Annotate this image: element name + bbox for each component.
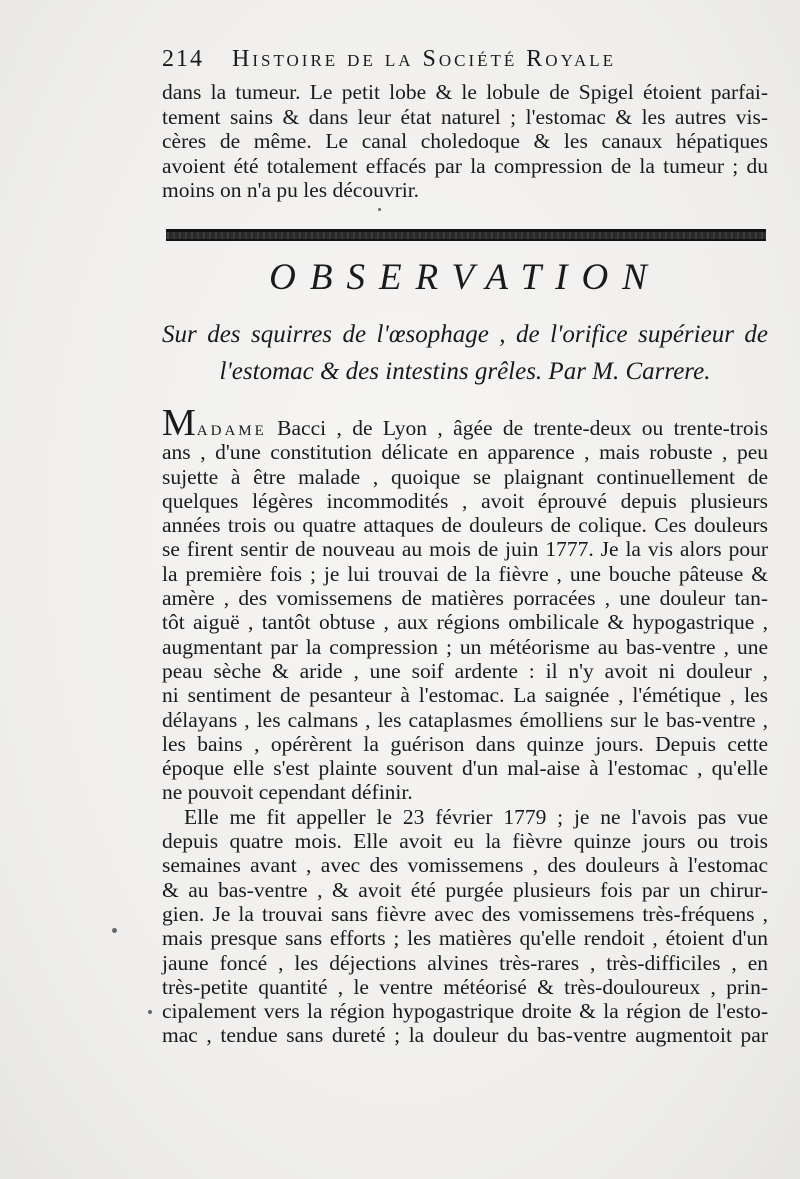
text-line: semaines avant , avec des vomissemens , des douleurs à l'estomac — [162, 853, 768, 878]
text-line: ans , d'une constitution délicate en apparence , mais robuste , peu — [162, 440, 768, 465]
text-line: la première fois ; je lui trouvai de la fièvre , une bouche pâteuse & — [162, 561, 768, 586]
text-line: moins on n'a pu les découvrir. — [162, 178, 420, 202]
observation-subtitle — [162, 316, 768, 390]
drop-cap: M — [162, 402, 197, 444]
text-line: tement sains & dans leur état naturel ; l'estomac & les autres vis- — [162, 104, 768, 129]
text-line: époque elle s'est plainte souvent d'un mal-aise à l'estomac , qu'elle — [162, 756, 768, 781]
text-line: quelques légères incommodités , avoit éprouvé depuis plusieurs — [162, 488, 768, 513]
text-line: mais presque sans efforts ; les matières qu'elle rendoit , étoient d'un — [162, 926, 768, 951]
paper-speck — [112, 928, 117, 933]
first-line-text: Bacci , de Lyon , âgée de trente-deux ou trente-trois — [266, 416, 768, 440]
observation-body — [162, 402, 768, 1048]
continuation-paragraph — [162, 80, 768, 203]
text-line: les bains , opérèrent la guérison dans quinze jours. Depuis cette — [162, 731, 768, 756]
text-line: jaune foncé , les déjections alvines très-rares , très-difficiles , en — [162, 950, 768, 975]
text-line: ne pouvoit cependant définir. — [162, 780, 413, 805]
observation-heading: OBSERVATION — [269, 257, 661, 298]
first-word-rest: adame — [196, 416, 267, 440]
subtitle-line: l'estomac & des intestins grêles. Par M. Carrere. — [219, 358, 711, 385]
text-line: augmentant par la compression ; un météorisme au bas-ventre , une — [162, 634, 768, 659]
text-line: sujette à être malade , quoique se plaignant continuellement de — [162, 464, 768, 489]
text-line: très-petite quantité , le ventre météorisé & très-douloureux , prin- — [162, 974, 768, 999]
paper-speck — [378, 208, 381, 211]
subtitle-line: Sur des squirres de l'œsophage , de l'orifice supérieur de — [162, 321, 768, 348]
text-line: années trois ou quatre attaques de douleurs de colique. Ces douleurs — [162, 513, 768, 538]
running-title: Histoire de la Société Royale — [232, 46, 617, 72]
ornamental-rule — [166, 229, 766, 241]
text-line: tôt aiguë , tantôt obtuse , aux régions ombilicale & hypogastrique , — [162, 610, 768, 635]
text-line: peau sèche & aride , une soif ardente : il n'y avoit ni douleur , — [162, 658, 768, 683]
text-line: ni sentiment de pesanteur à l'estomac. La saignée , l'émétique , les — [162, 683, 768, 708]
paper-speck — [148, 1010, 152, 1014]
text-line: amère , des vomissemens de matières porracées , une douleur tan- — [162, 586, 768, 611]
text-line: mac , tendue sans dureté ; la douleur du bas-ventre augmentoit par — [162, 1023, 768, 1048]
text-line: & au bas-ventre , & avoit été purgée plusieurs fois par un chirur- — [162, 877, 768, 902]
text-line: avoient été totalement effacés par la compression de la tumeur ; du — [162, 153, 768, 178]
running-head — [162, 46, 762, 76]
text-line: cipalement vers la région hypogastrique droite & la région de l'esto- — [162, 999, 768, 1024]
first-line — [162, 402, 768, 444]
text-line: Elle me fit appeller le 23 février 1779 ; je ne l'avois pas vue — [184, 804, 768, 829]
text-line: dans la tumeur. Le petit lobe & le lobule de Spigel étoient parfai- — [162, 80, 768, 104]
text-line: cères de même. Le canal choledoque & les canaux hépatiques — [162, 129, 768, 153]
page-number: 214 — [162, 46, 204, 72]
text-line: depuis quatre mois. Elle avoit eu la fièvre quinze jours ou trois — [162, 829, 768, 854]
text-line: se firent sentir de nouveau au mois de juin 1777. Je la vis alors pour — [162, 537, 768, 562]
text-line: délayans , les calmans , les cataplasmes émolliens sur le bas-ventre , — [162, 707, 768, 732]
text-line: gien. Je la trouvai sans fièvre avec des vomissemens très-fréquens , — [162, 901, 768, 926]
